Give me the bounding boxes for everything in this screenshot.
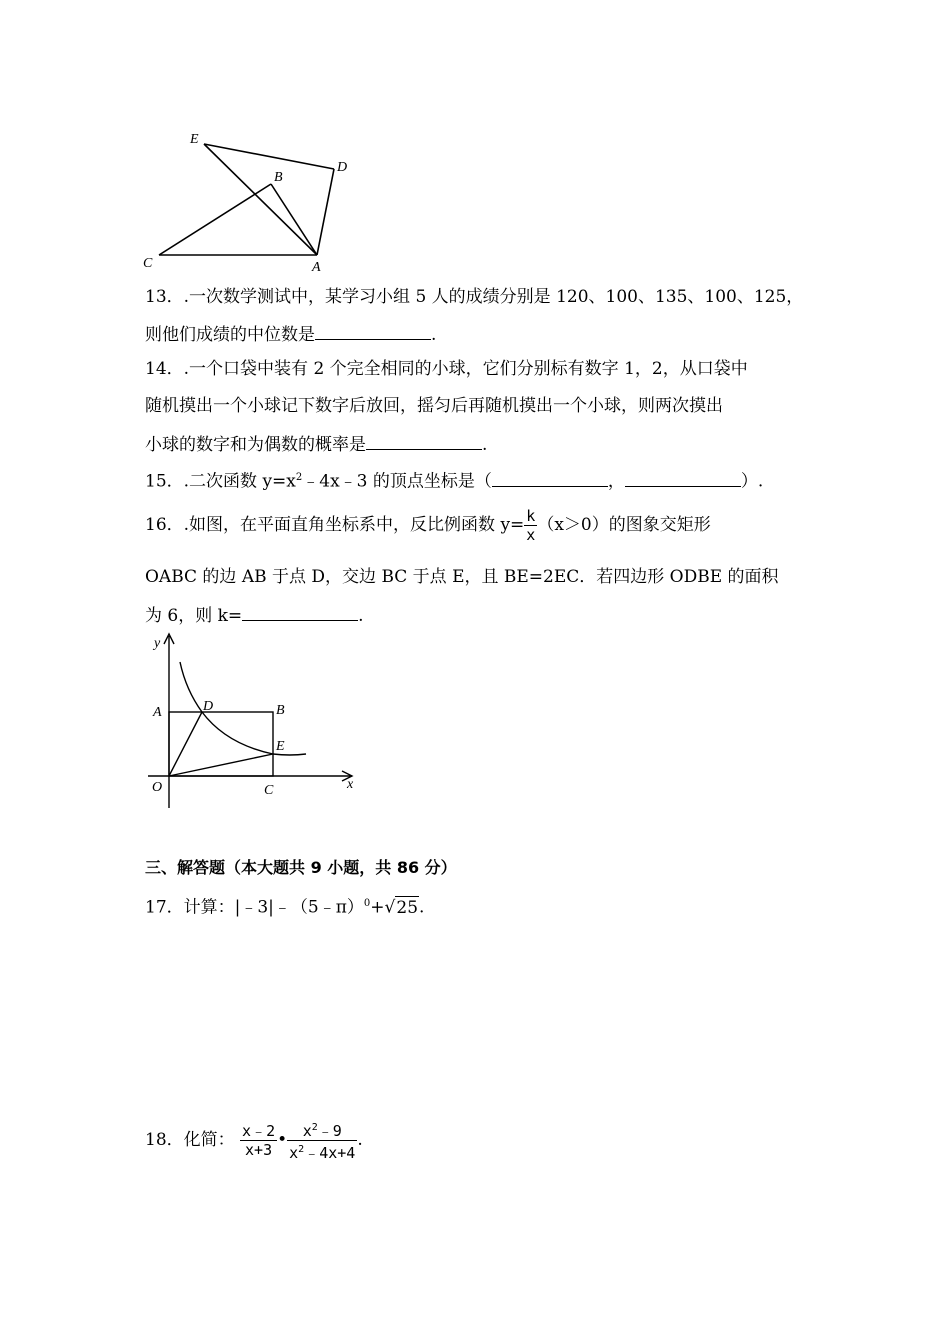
label-A: A	[153, 705, 162, 720]
segment-DA	[317, 169, 334, 255]
q16-number: 16．	[145, 515, 184, 535]
q14-line1: 14．.一个口袋中装有 2 个完全相同的小球，它们分别标有数字 1，2，从口袋中	[145, 359, 748, 379]
label-C: C	[143, 256, 153, 271]
q13-number: 13．	[145, 287, 184, 307]
label-O: O	[152, 780, 163, 795]
label-x: x	[347, 777, 354, 792]
q13-line1: 13．.一次数学测试中，某学习小组 5 人的成绩分别是 120、100、135、100、125，	[145, 287, 804, 307]
q18-fraction-1: $\frac{x﹣2}{x+3}$	[242, 1122, 276, 1159]
label-D: D	[203, 699, 214, 714]
q14-line2: 随机摸出一个小球记下数字后放回，摇匀后再随机摸出一个小球，则两次摸出	[145, 396, 723, 416]
q17-radicand: 25	[396, 897, 419, 918]
label-B: B	[274, 170, 283, 185]
q18-line: 18．化简： $\frac{x﹣2}{x+3}$ • $\frac{x^2﹣9}{x^2﹣4x+4}$ .	[145, 1116, 363, 1164]
label-C: C	[264, 783, 274, 798]
q17-line: 17．计算：|﹣3|﹣（5﹣π）$^0$+√25.	[145, 897, 425, 918]
q13-answer-blank[interactable]	[315, 322, 431, 340]
label-y: y	[154, 636, 161, 651]
geometry-figure-1	[140, 125, 360, 275]
segment-BA	[271, 184, 317, 255]
q18-number: 18．	[145, 1130, 184, 1150]
q16-line2: OABC 的边 AB 于点 D，交边 BC 于点 E，且 BE=2EC．若四边形 ODBE 的面积	[145, 567, 779, 587]
q15-answer-blank-x[interactable]	[492, 469, 608, 487]
segment-EA	[204, 144, 317, 255]
label-D: D	[337, 160, 348, 175]
q15-number: 15．	[145, 471, 184, 492]
segment-OD	[169, 712, 202, 776]
segment-CB	[159, 184, 271, 255]
q14-answer-blank[interactable]	[366, 432, 482, 450]
q18-multiply-dot: •	[277, 1130, 288, 1150]
segment-ED	[204, 144, 334, 169]
section-3-heading: 三、解答题（本大题共 9 小题，共 86 分）	[145, 858, 457, 877]
q13-line2: 则他们成绩的中位数是 .	[145, 322, 436, 346]
label-E: E	[276, 739, 285, 754]
q15-answer-blank-y[interactable]	[625, 469, 741, 487]
hyperbola-curve	[180, 662, 306, 755]
label-B: B	[276, 703, 285, 718]
q17-number: 17．	[145, 897, 184, 918]
coordinate-figure-2	[140, 628, 370, 813]
q15-line: 15．.二次函数 $y=x^2﹣4x﹣3$ 的顶点坐标是（ ， ）.	[145, 467, 763, 493]
sqrt-symbol: √	[384, 897, 396, 918]
segment-OE	[169, 754, 273, 776]
q14-number: 14．	[145, 359, 184, 379]
q16-answer-blank[interactable]	[242, 603, 358, 621]
q16-fraction: $\frac{k}{x}$	[526, 507, 536, 544]
q16-line3: 为 6，则 k= .	[145, 603, 364, 627]
q16-line1: 16．.如图，在平面直角坐标系中，反比例函数 y= $\frac{k}{x}$ （x＞0）的图象交矩形	[145, 507, 711, 544]
rectangle-OABC	[169, 712, 273, 776]
q18-fraction-2: $\frac{x^2﹣9}{x^2﹣4x+4}$	[287, 1119, 357, 1162]
label-E: E	[190, 132, 199, 147]
label-A: A	[312, 260, 321, 275]
q14-line3: 小球的数字和为偶数的概率是 .	[145, 432, 487, 456]
